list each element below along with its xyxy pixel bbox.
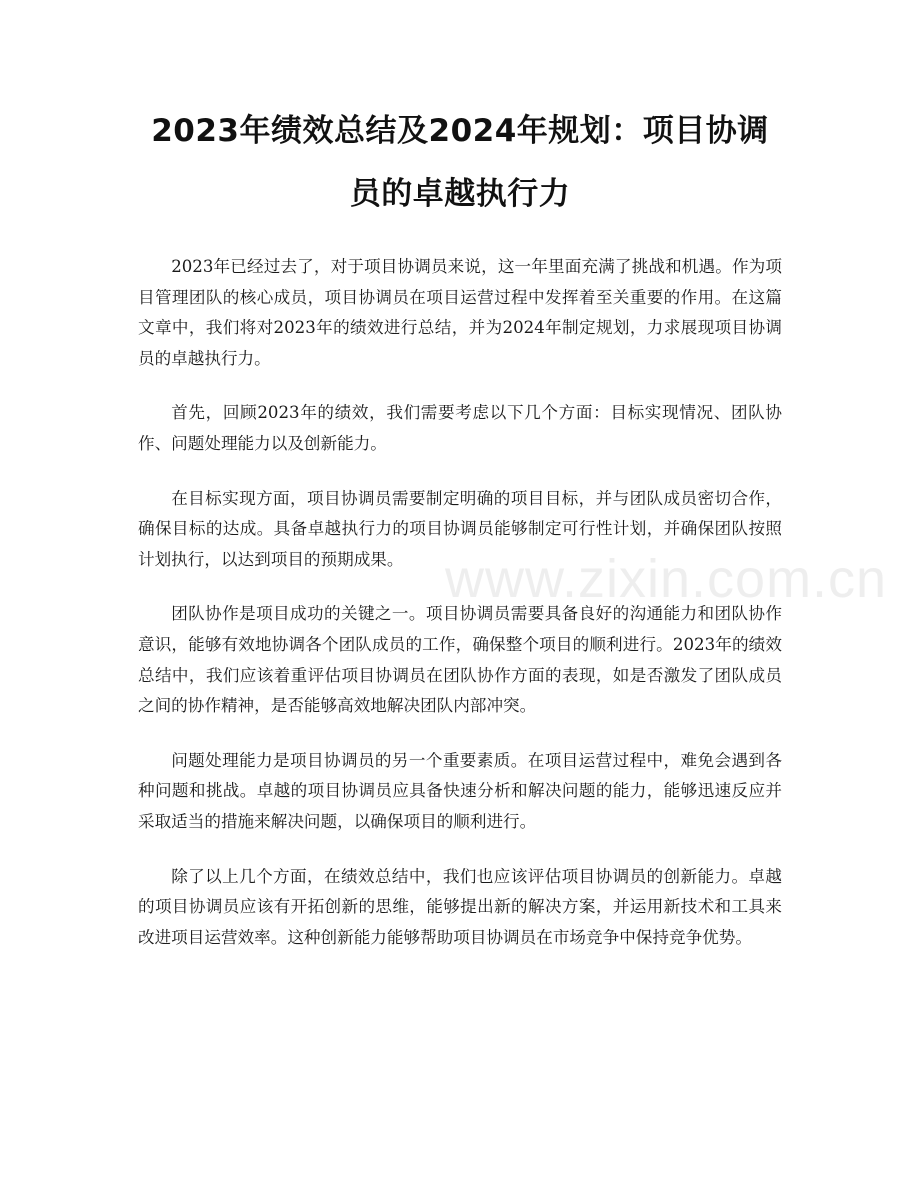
paragraph-6: 除了以上几个方面，在绩效总结中，我们也应该评估项目协调员的创新能力。卓越的项目协调员应该有开拓创新的思维，能够提出新的解决方案，并运用新技术和工具来改进项目运营效率。这种创新能力能够帮助项目协调员在市场竞争中保持竞争优势。	[138, 866, 782, 947]
watermark: www.zixin.com.cn	[445, 549, 888, 609]
paragraph-4: 团队协作是项目成功的关键之一。项目协调员需要具备良好的沟通能力和团队协作意识，能够有效地协调各个团队成员的工作，确保整个项目的顺利进行。2023年的绩效总结中，我们应该着重评估项目协调员在团队协作方面的表现，如是否激发了团队成员之间的协作精神，是否能够高效地解决团队内部冲突。	[138, 604, 782, 716]
document-title: 2023年绩效总结及2024年规划：项目协调员的卓越执行力	[151, 113, 769, 212]
paragraph-2: 首先，回顾2023年的绩效，我们需要考虑以下几个方面：目标实现情况、团队协作、问题处理能力以及创新能力。	[138, 403, 782, 453]
paragraph-5: 问题处理能力是项目协调员的另一个重要素质。在项目运营过程中，难免会遇到各种问题和挑战。卓越的项目协调员应具备快速分析和解决问题的能力，能够迅速反应并采取适当的措施来解决问题，以确保项目的顺利进行。	[138, 750, 782, 831]
document-body	[138, 252, 782, 953]
paragraph-3: 在目标实现方面，项目协调员需要制定明确的项目目标，并与团队成员密切合作，确保目标的达成。具备卓越执行力的项目协调员能够制定可行性计划，并确保团队按照计划执行，以达到项目的预期成果。	[138, 488, 782, 569]
paragraph-1: 2023年已经过去了，对于项目协调员来说，这一年里面充满了挑战和机遇。作为项目管理团队的核心成员，项目协调员在项目运营过程中发挥着至关重要的作用。在这篇文章中，我们将对2023年的绩效进行总结，并为2024年制定规划，力求展现项目协调员的卓越执行力。	[138, 257, 782, 368]
